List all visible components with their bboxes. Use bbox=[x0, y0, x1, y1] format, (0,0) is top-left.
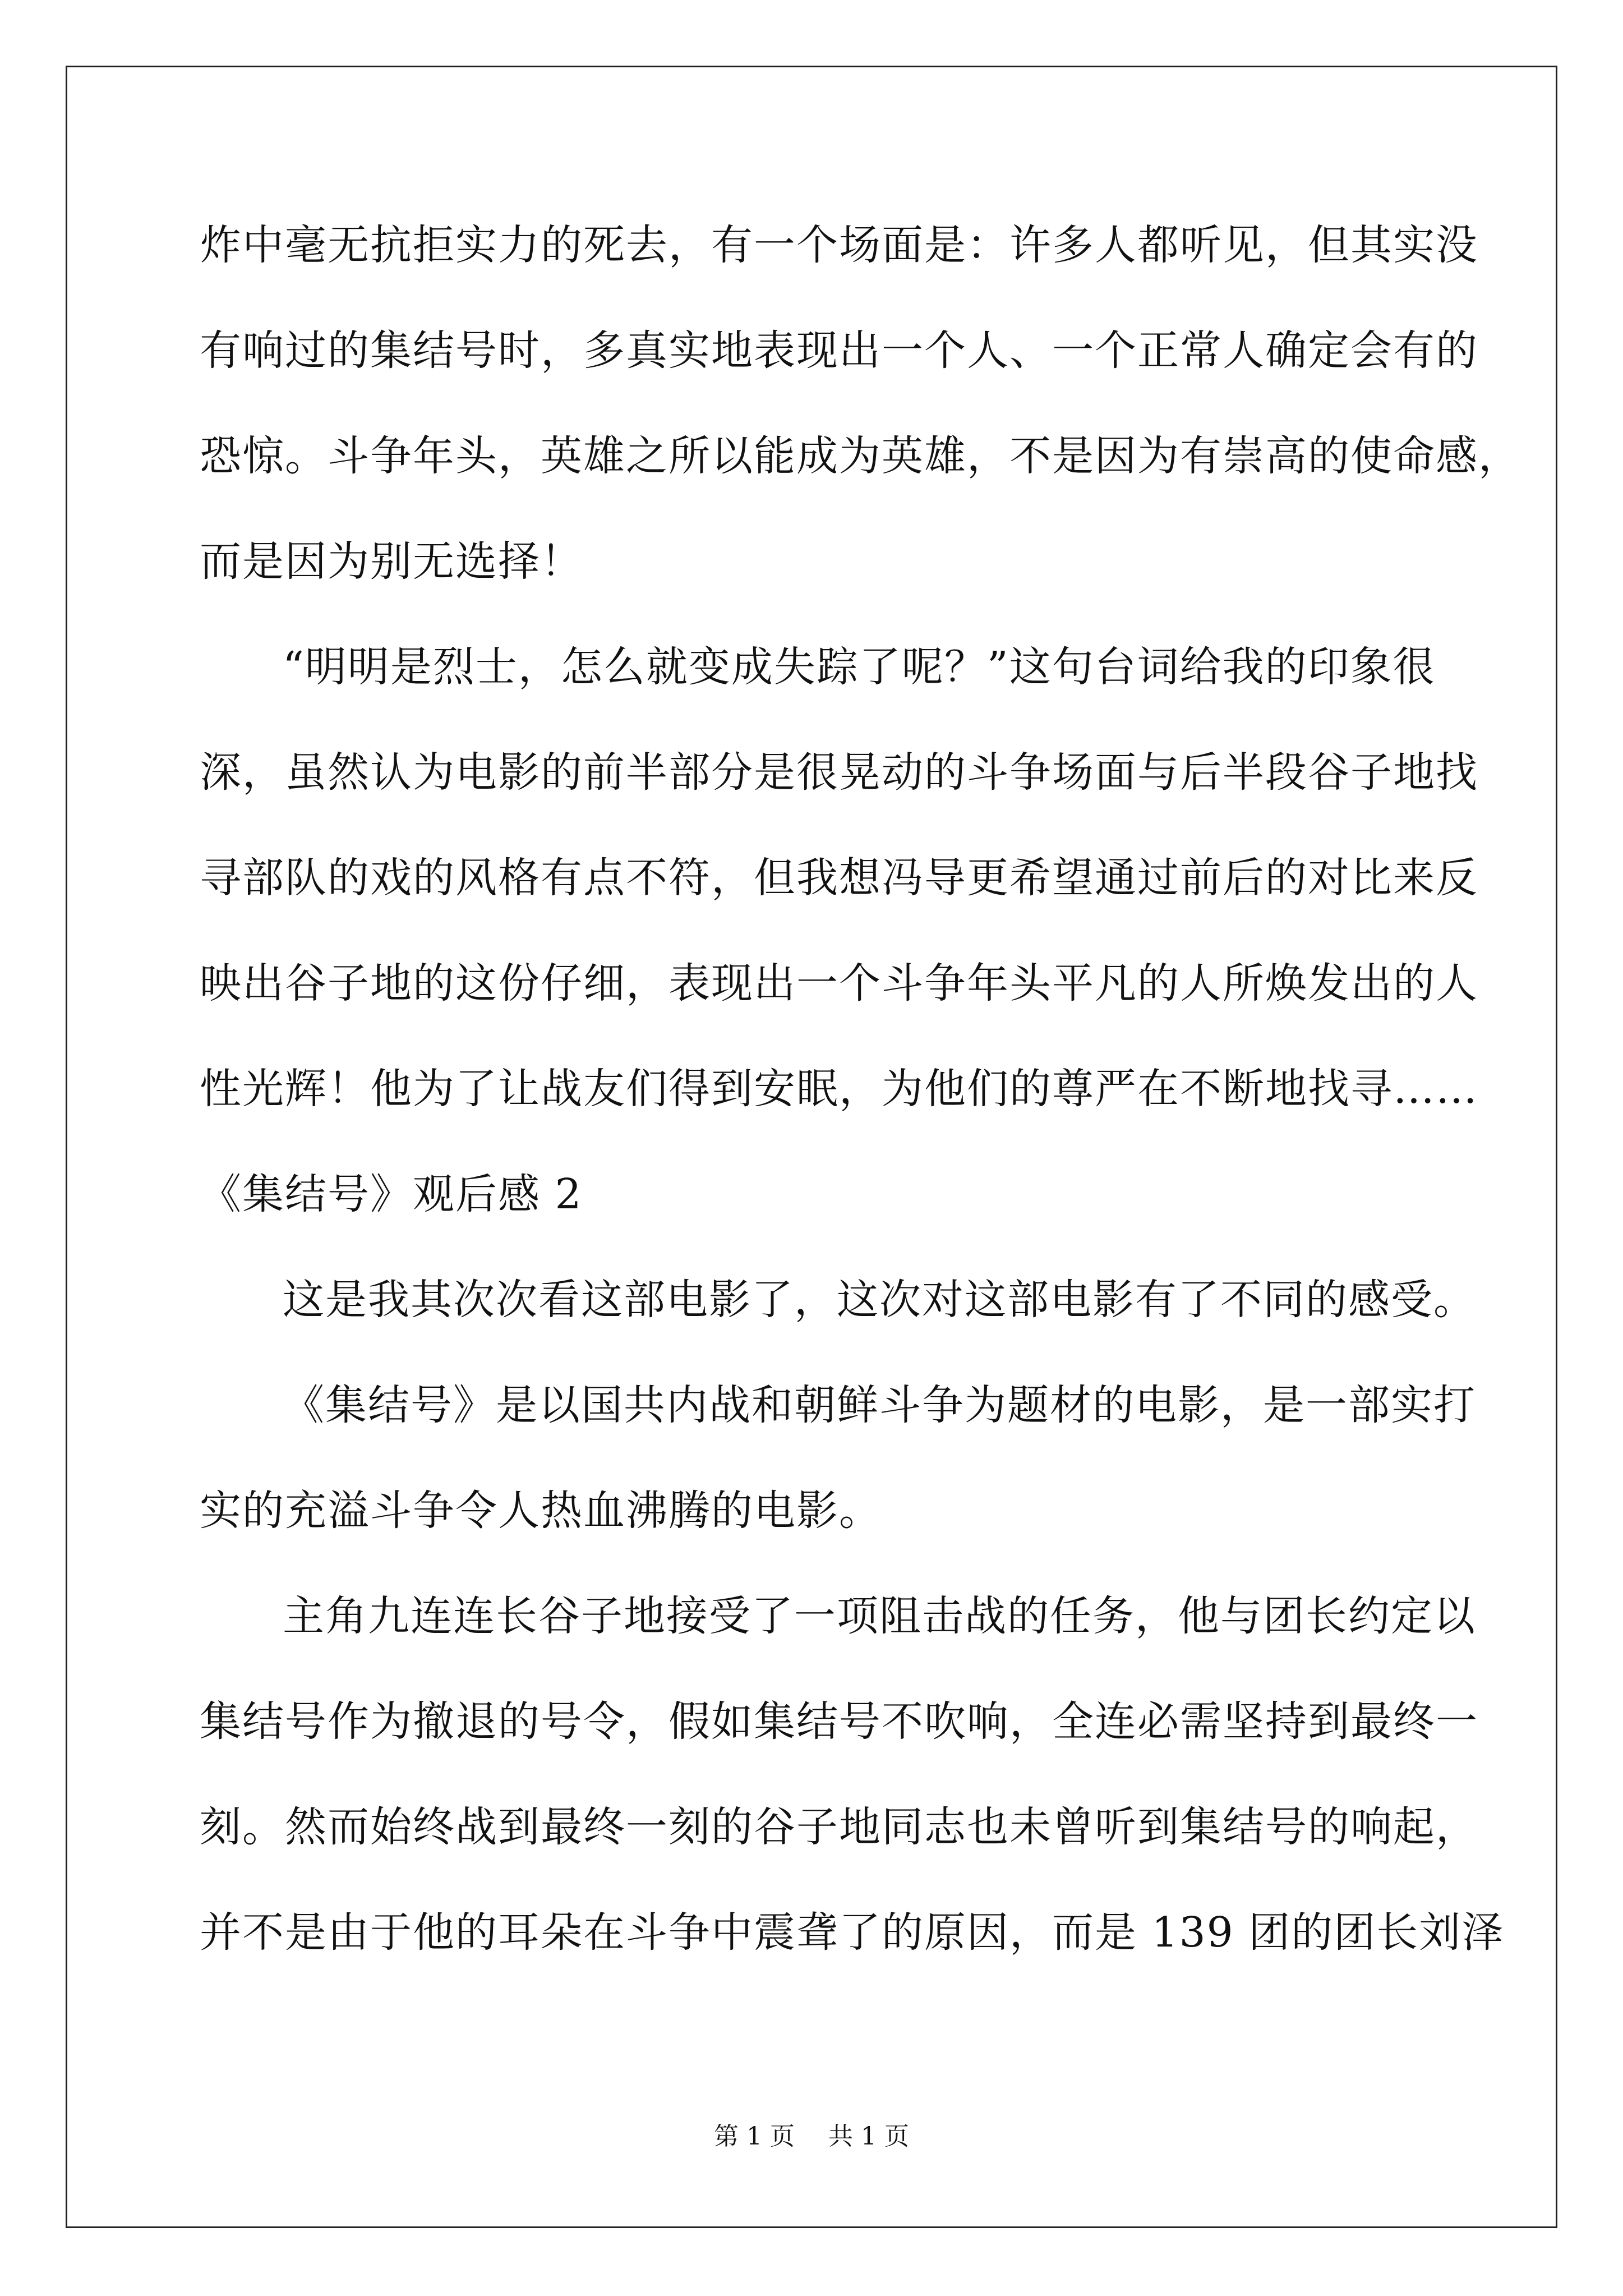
document-body bbox=[200, 203, 1521, 1996]
text-line: 恐惊。斗争年头，英雄之所以能成为英雄，不是因为有崇高的使命感， bbox=[200, 432, 1521, 480]
text-line: 性光辉！他为了让战友们得到安眠，为他们的尊严在不断地找寻…… bbox=[200, 1065, 1478, 1113]
text-line: 实的充溢斗争令人热血沸腾的电影。 bbox=[200, 1487, 882, 1535]
page-total: 共 1 页 bbox=[828, 2122, 909, 2151]
page-footer bbox=[0, 2116, 1623, 2152]
text-line: 《集结号》是以国共内战和朝鲜斗争为题材的电影，是一部实打 bbox=[283, 1381, 1476, 1429]
section-heading: 《集结号》观后感 2 bbox=[200, 1170, 583, 1218]
text-line: 映出谷子地的这份仔细，表现出一个斗争年头平凡的人所焕发出的人 bbox=[200, 959, 1478, 1007]
text-line: 这是我其次次看这部电影了，这次对这部电影有了不同的感受。 bbox=[283, 1276, 1476, 1324]
text-line: 炸中毫无抗拒实力的死去，有一个场面是：许多人都听见，但其实没 bbox=[200, 221, 1478, 269]
text-line: 主角九连连长谷子地接受了一项阻击战的任务，他与团长约定以 bbox=[283, 1592, 1476, 1640]
text-line: 寻部队的戏的风格有点不符，但我想冯导更希望通过前后的对比来反 bbox=[200, 854, 1478, 902]
text-line: 并不是由于他的耳朵在斗争中震聋了的原因，而是 139 团的团长刘泽 bbox=[200, 1908, 1505, 1957]
text-line: 深，虽然认为电影的前半部分是很晃动的斗争场面与后半段谷子地找 bbox=[200, 748, 1478, 797]
text-line: 而是因为别无选择！ bbox=[200, 537, 583, 586]
text-line: “明明是烈士，怎么就变成失踪了呢？”这句台词给我的印象很 bbox=[283, 643, 1436, 691]
text-line: 有响过的集结号时，多真实地表现出一个人、一个正常人确定会有的 bbox=[200, 326, 1478, 375]
text-line: 集结号作为撤退的号令，假如集结号不吹响，全连必需坚持到最终一 bbox=[200, 1697, 1478, 1746]
page-number: 第 1 页 bbox=[714, 2122, 795, 2151]
text-line: 刻。然而始终战到最终一刻的谷子地同志也未曾听到集结号的响起， bbox=[200, 1803, 1478, 1851]
